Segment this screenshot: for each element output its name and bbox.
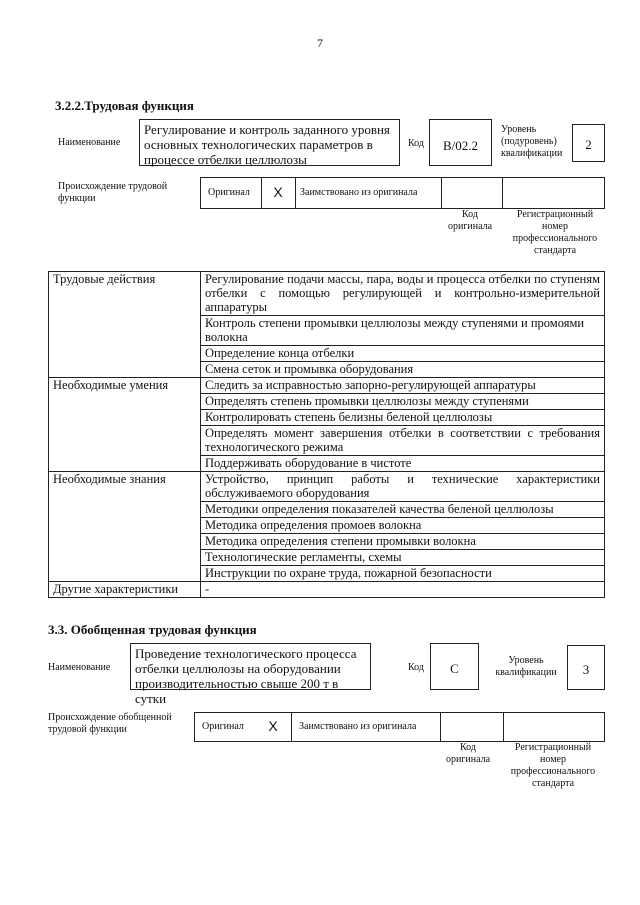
skill-item: Контролировать степень белизны беленой целлюлозы xyxy=(201,410,605,426)
original-label-2: Оригинал xyxy=(202,721,244,732)
knowledge-label: Необходимые знания xyxy=(49,472,201,582)
origin-box-2 xyxy=(194,712,605,742)
code-label-2: Код xyxy=(408,662,424,673)
page-number: 7 xyxy=(317,36,323,50)
skill-item: Определять момент завершения отбелки в соответствии с требования технологического режима xyxy=(201,426,605,456)
borrowed-label: Заимствовано из оригинала xyxy=(300,187,418,198)
code-original-label-2: Код оригинала xyxy=(445,742,491,765)
level-box xyxy=(572,124,605,162)
skill-item: Поддерживать оборудование в чистоте xyxy=(201,456,605,472)
actions-label: Трудовые действия xyxy=(49,272,201,378)
knowledge-item: Методики определения показателей качества беленой целлюлозы xyxy=(201,502,605,518)
original-mark-2: X xyxy=(268,718,278,734)
origin-label: Происхождение трудовой функции xyxy=(58,181,168,204)
action-item: Определение конца отбелки xyxy=(201,346,605,362)
level-value-2: 3 xyxy=(582,662,590,677)
code-value: B/02.2 xyxy=(442,138,479,153)
action-item: Смена сеток и промывка оборудования xyxy=(201,362,605,378)
reg-number-label: Регистрационный номер профессионального стандарта xyxy=(512,209,598,256)
name-label: Наименование xyxy=(58,137,121,148)
other-value: - xyxy=(201,582,605,598)
level-label-2: Уровень квалификации xyxy=(495,655,557,678)
generalized-function-name: Проведение технологического процесса отбелки целлюлозы на оборудовании производительностью свыше 200 т в сутки xyxy=(135,646,357,706)
code-box xyxy=(429,119,492,166)
level-value: 2 xyxy=(585,137,592,152)
knowledge-item: Методика определения промоев волокна xyxy=(201,518,605,534)
level-box-2 xyxy=(567,645,605,690)
original-mark: X xyxy=(273,184,283,200)
section-heading: 3.2.2.Трудовая функция xyxy=(55,98,194,113)
code-box-2 xyxy=(430,643,479,690)
level-label: Уровень (подуровень) квалификации xyxy=(501,124,563,159)
original-label: Оригинал xyxy=(208,187,250,198)
action-item: Регулирование подачи массы, пара, воды и процесса отбелки по ступеням отбелки с помощью регулирующей и контрольно-измерительной аппаратуры xyxy=(201,272,605,316)
generalized-function-name-box xyxy=(130,643,371,706)
action-item: Контроль степени промывки целлюлозы между ступенями и промоями волокна xyxy=(201,316,605,346)
section-heading-2: 3.3. Обобщенная трудовая функция xyxy=(48,622,257,637)
origin-box xyxy=(200,177,605,209)
code-value-2: C xyxy=(450,661,459,676)
knowledge-item: Инструкции по охране труда, пожарной безопасности xyxy=(201,566,605,582)
reg-number-label-2: Регистрационный номер профессионального стандарта xyxy=(510,742,596,789)
function-name-box xyxy=(139,119,400,166)
code-original-label: Код оригинала xyxy=(447,209,493,232)
knowledge-item: Устройство, принцип работы и технические характеристики обслуживаемого оборудования xyxy=(201,472,605,502)
skill-item: Следить за исправностью запорно-регулирующей аппаратуры xyxy=(201,378,605,394)
knowledge-item: Методика определения степени промывки волокна xyxy=(201,534,605,550)
skill-item: Определять степень промывки целлюлозы между ступенями xyxy=(201,394,605,410)
knowledge-item: Технологические регламенты, схемы xyxy=(201,550,605,566)
other-label: Другие характеристики xyxy=(49,582,201,598)
skills-label: Необходимые умения xyxy=(49,378,201,472)
function-table xyxy=(48,271,605,598)
borrowed-label-2: Заимствовано из оригинала xyxy=(299,721,417,732)
name-label-2: Наименование xyxy=(48,662,111,673)
function-name: Регулирование и контроль заданного уровня основных технологических параметров в процессе отбелки целлюлозы xyxy=(144,122,390,167)
code-label: Код xyxy=(408,138,424,149)
origin-label-2: Происхождение обобщенной трудовой функции xyxy=(48,712,172,735)
